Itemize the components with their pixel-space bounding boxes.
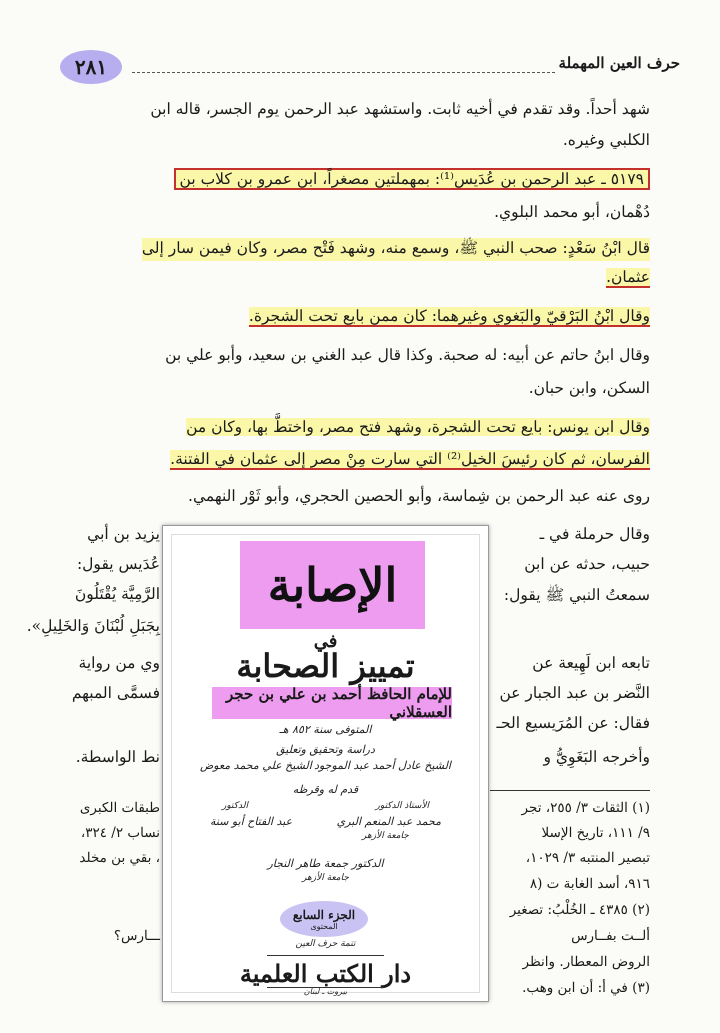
text-line-left: فسمَّى المبهم: [71, 684, 160, 702]
cover-publisher: دار الكتب العلمية: [239, 959, 412, 988]
highlighted-line: وقال ابْنُ البَرْقيّ والبَغوي وغيرهما: كان ممن بايع تحت الشجرة.: [248, 307, 650, 325]
cover-volume-sub: المحتوى: [310, 921, 338, 931]
cover-title: الإصابة: [240, 541, 425, 629]
text-line-left: الرَّمِيَّة يُقْتَلُونَ: [74, 585, 160, 603]
cover-editor-2: الشيخ علي محمد معوض: [200, 759, 312, 772]
text-line: روى عنه عبد الرحمن بن شِماسة، وأبو الحصين الحجري، وأبو ثَوْر النهمي.: [188, 487, 650, 505]
text-line-right: سمعتُ النبي ﷺ يقول:: [503, 586, 650, 604]
text-line-right: وقال حرملة في ـ: [539, 525, 650, 543]
cover-contents: تتمة حرف العين: [295, 939, 356, 949]
footnote-line: تبصير المنتبه ٣/ ١٠٢٩،: [525, 850, 650, 866]
footnote-line: ، بقي بن مخلد: [79, 850, 160, 866]
cover-intro-3: الدكتور جمعة طاهر النجار: [267, 857, 384, 870]
cover-intro-3-affil: جامعة الأزهر: [302, 873, 349, 883]
text-line-right: فقال: عن المُرَيسيع الحـ: [496, 714, 650, 732]
page-header: [60, 50, 680, 90]
text-line-right: النَّضر بن عبد الجبار عن: [499, 684, 650, 702]
entry-title-box: ٥١٧٩ ـ عبد الرحمن بن عُدَيس⁽¹⁾: بمهملتين مصغراً، ابن عمرو بن كلاب بن: [174, 168, 650, 190]
cover-titles-row: [222, 801, 429, 811]
footnote-line: ٩١٦، أسد الغابة ت (٨: [529, 876, 650, 892]
running-title: حرف العين المهملة: [558, 54, 680, 72]
cover-publisher-city: بيروت ـ لبنان: [303, 987, 348, 996]
entry-heading-line: [174, 170, 650, 188]
cover-volume-badge: [280, 901, 368, 937]
footnote-line: ـــارس؟: [113, 928, 160, 944]
footnote-line: نساب ٢/ ٣٢٤،: [80, 825, 160, 841]
footnote-line: طبقات الكبرى: [79, 800, 160, 816]
footnote-line: ألــت بفــارس: [571, 928, 650, 944]
highlighted-line: قال ابْنُ سَعْدٍ: صحب النبي ﷺ، وسمع منه، وشهد فَتْح مصر، وكان فيمن سار إلى: [142, 238, 650, 261]
cover-doctor-label: الدكتور: [222, 801, 248, 811]
cover-intro-1-affil: جامعة الأزهر: [362, 831, 409, 841]
text-line-right: وأخرجه البَغَوِيُّ و: [543, 748, 650, 766]
text-line-left: بِجَبَلِ لُبْنَانَ وَالخَلِيلِ».: [26, 617, 160, 635]
footnote-line: الروض المعطار. وانظر: [522, 954, 650, 970]
cover-intro-1: محمد عبد المنعم البري: [336, 815, 441, 828]
cover-title-connector: في: [313, 631, 338, 652]
publisher-rule-top: [267, 955, 384, 956]
footnote-line: (٢) ٤٣٨٥ ـ الخُلْبُ: تصغير: [509, 902, 650, 918]
text-line-left: عُدَيس يقول:: [76, 555, 160, 573]
footnote-line: (١) الثقات ٣/ ٢٥٥، تجر: [521, 800, 650, 816]
cover-death-date: المتوفى سنة ٨٥٢ هـ: [279, 723, 372, 736]
highlighted-line: الفرسان، ثم كان رئيسَ الخيل⁽²⁾ التي سارت مِنْ مصر إلى عثمان في الفتنة.: [170, 450, 650, 468]
highlighted-line: وقال ابن يونس: بايع تحت الشجرة، وشهد فتح مصر، واختطَّ بها، وكان من: [186, 418, 650, 436]
text-line: شهد أحداً. وقد تقدم في أخيه ثابت. واستشهد عبد الرحمن يوم الجسر، قاله ابن: [150, 100, 650, 118]
cover-editor-1: الشيخ عادل أحمد عبد الموجود: [314, 759, 451, 772]
footnote-line: (٣) في أ: أن ابن وهب.: [522, 980, 650, 996]
header-rule: [132, 72, 555, 73]
cover-study-label: دراسة وتحقيق وتعليق: [276, 743, 375, 756]
cover-author: للإمام الحافظ أحمد بن علي بن حجر العسقلاني: [212, 687, 452, 719]
cover-intro-row: [210, 815, 441, 828]
cover-editors: [200, 759, 451, 772]
text-line: وقال ابنُ حاتم عن أبيه: له صحبة. وكذا قال عبد الغني بن سعيد، وأبو علي بن: [165, 346, 650, 364]
cover-intro-2: عبد الفتاح أبو سنة: [210, 815, 293, 828]
text-line: السكن، وابن حبان.: [528, 379, 650, 397]
page-number: ٢٨١: [60, 50, 122, 84]
cover-frame: [171, 534, 480, 996]
cover-volume: الجزء السابع: [292, 907, 356, 922]
footnote-rule: [490, 790, 650, 791]
text-line-right: حبيب، حدثه عن ابن: [524, 555, 650, 573]
highlighted-line: عثمان.: [606, 268, 650, 286]
text-line-left: يزيد بن أبي: [87, 525, 160, 543]
text-line-right: تابعه ابن لَهِيعة عن: [532, 654, 650, 672]
book-cover-image: [162, 525, 489, 1002]
cover-prof-label: الأستاذ الدكتور: [375, 801, 429, 811]
cover-intro-label: قدم له وقرظه: [292, 783, 359, 796]
text-line: دُهْمان، أبو محمد البلوي.: [494, 203, 650, 221]
text-line: الكلبي وغيره.: [562, 131, 650, 149]
text-line-left: نط الواسطة.: [75, 748, 160, 766]
cover-subtitle: تمييز الصحابة: [236, 647, 415, 685]
footnote-line: ٩/ ١١١، تاريخ الإسلا: [541, 825, 650, 841]
text-line-left: وي من رواية: [78, 654, 160, 672]
